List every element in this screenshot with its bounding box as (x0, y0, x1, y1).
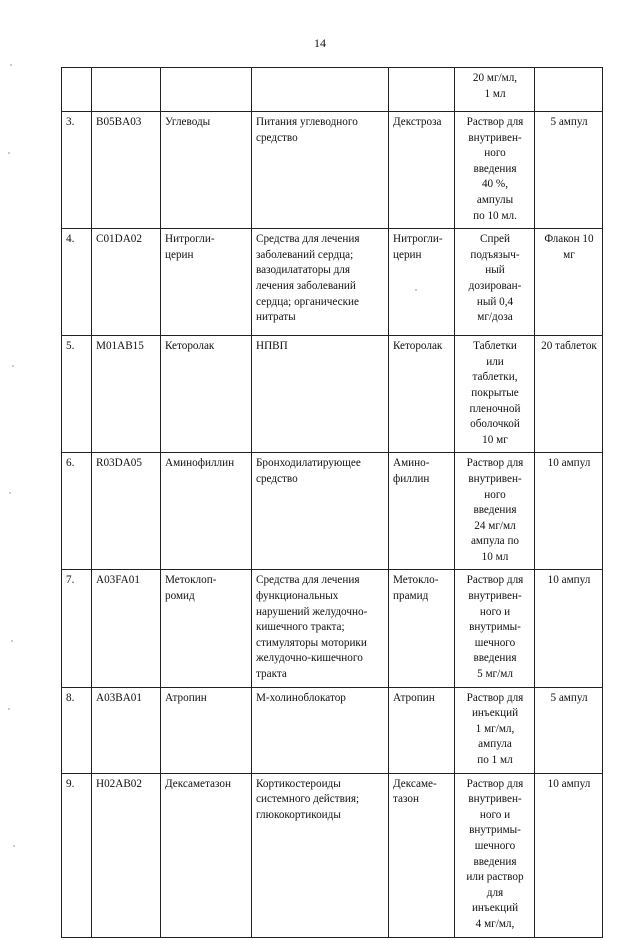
row-number-cell (62, 570, 92, 687)
quantity-cell (535, 68, 603, 112)
atc-code-cell (92, 453, 161, 570)
quantity-text: 10 ампул (547, 457, 591, 470)
scan-artifact (8, 152, 10, 154)
row-number-cell (62, 687, 92, 773)
drug-name-text: Дексаметазон (165, 777, 231, 790)
atc-code-cell (92, 773, 161, 937)
table-row (62, 229, 603, 336)
drug-name-cell (161, 687, 252, 773)
pharm-group-cell (252, 229, 389, 336)
inn-text: Амино- филлин (393, 457, 430, 485)
drug-name-text: Кеторолак (165, 340, 215, 353)
dosage-form-text: Раствор для внутривен- ного и внутримы- шечного введения или раствор для инъекций 4 мг/мл, (466, 777, 524, 930)
pharm-group-cell (252, 453, 389, 570)
pharm-group-text: Бронходилатирующее средство (256, 457, 361, 485)
drug-name-cell (161, 570, 252, 687)
inn-text: Дексаме- тазон (393, 777, 437, 806)
dosage-form-text: Раствор для внутривен- ного и внутримы- шечного введения 5 мг/мл (466, 574, 524, 681)
table-row (62, 687, 603, 773)
atc-code-cell (92, 112, 161, 229)
dosage-form-text: Раствор для инъекций 1 мг/мл, ампула по 1 мл (466, 691, 524, 766)
quantity-cell (535, 112, 603, 229)
inn-text: Атропин (393, 691, 435, 704)
drug-table-body (62, 68, 603, 938)
row-number-text: 4. (66, 233, 75, 246)
drug-name-cell (161, 68, 252, 112)
dosage-form-text: Раствор для внутривен- ного введения 40 %, ампулы по 10 мл. (466, 116, 524, 222)
row-number-text: 6. (66, 457, 75, 470)
dosage-form-text: Спрей подъязыч- ный дозирован- ный 0,4 мг/доза (468, 233, 522, 324)
dosage-form-cell (455, 687, 535, 773)
drug-table-container (61, 67, 602, 938)
drug-name-cell (161, 453, 252, 570)
scan-artifact (12, 365, 14, 367)
dosage-form-cell (455, 68, 535, 112)
pharm-group-cell (252, 570, 389, 687)
inn-cell (389, 570, 455, 687)
inn-text: Кеторолак (393, 340, 443, 353)
dosage-form-cell (455, 112, 535, 229)
quantity-text: 10 ампул (547, 574, 591, 587)
inn-cell (389, 229, 455, 336)
row-number-cell (62, 112, 92, 229)
atc-code-cell (92, 68, 161, 112)
drug-name-cell (161, 336, 252, 453)
pharm-group-text: Средства для лечения заболеваний сердца; вазодилататоры для лечения заболеваний сердца; органические нитраты (256, 233, 360, 324)
table-row (62, 68, 603, 112)
quantity-text: 20 таблеток (541, 340, 597, 353)
inn-cell (389, 773, 455, 937)
quantity-text: 5 ампул (550, 691, 588, 704)
drug-name-text: Углеводы (165, 116, 211, 128)
quantity-cell (535, 453, 603, 570)
page-number: 14 (314, 36, 326, 50)
dosage-form-cell (455, 570, 535, 687)
drug-name-cell (161, 229, 252, 336)
atc-code-text: C01DA02 (96, 233, 142, 246)
inn-cell (389, 687, 455, 773)
inn-text: Декстроза (393, 116, 442, 128)
row-number-text: 3. (66, 116, 75, 128)
row-number-cell (62, 336, 92, 453)
atc-code-text: A03BA01 (96, 691, 142, 704)
row-number-cell (62, 68, 92, 112)
atc-code-cell (92, 687, 161, 773)
dosage-form-text: Таблетки или таблетки, покрытые пленочной оболочкой 10 мг (469, 340, 521, 446)
table-row (62, 453, 603, 570)
atc-code-cell (92, 336, 161, 453)
inn-cell (389, 112, 455, 229)
pharm-group-cell (252, 68, 389, 112)
atc-code-text: H02AB02 (96, 777, 142, 790)
row-number-cell (62, 453, 92, 570)
drug-name-text: Аминофиллин (165, 457, 235, 470)
dosage-form-text: 20 мг/мл, 1 мл (472, 72, 518, 100)
table-row (62, 570, 603, 687)
atc-code-text: R03DA05 (96, 457, 142, 470)
drug-name-cell (161, 112, 252, 229)
quantity-cell (535, 336, 603, 453)
pharm-group-text: М-холиноблокатор (256, 691, 346, 704)
row-number-text: 9. (66, 777, 75, 790)
table-row (62, 773, 603, 937)
scan-artifact (13, 845, 15, 847)
inn-cell (389, 336, 455, 453)
pharm-group-cell (252, 773, 389, 937)
pharm-group-cell (252, 687, 389, 773)
row-number-text: 7. (66, 574, 75, 587)
quantity-text: 10 ампул (547, 777, 591, 790)
table-row (62, 112, 603, 229)
dosage-form-cell (455, 336, 535, 453)
drug-name-text: Атропин (165, 691, 207, 704)
scan-artifact (415, 289, 417, 291)
pharm-group-cell (252, 112, 389, 229)
inn-text: Нитрогли- церин (393, 233, 443, 261)
dosage-form-text: Раствор для внутривен- ного введения 24 мг/мл ампула по 10 мл (466, 457, 524, 563)
dosage-form-cell (455, 773, 535, 937)
atc-code-text: M01AB15 (96, 340, 144, 353)
drug-name-text: Нитрогли- церин (165, 233, 215, 261)
pharm-group-cell (252, 336, 389, 453)
drug-name-cell (161, 773, 252, 937)
atc-code-cell (92, 229, 161, 336)
atc-code-text: A03FA01 (96, 574, 140, 587)
quantity-cell (535, 229, 603, 336)
scan-artifact (8, 708, 10, 710)
pharm-group-text: Питания углеводного средство (256, 116, 358, 144)
quantity-cell (535, 773, 603, 937)
table-row (62, 336, 603, 453)
pharm-group-text: Средства для лечения функциональных нарушений желудочно- кишечного тракта; стимуляторы моторики желудочно-кишечного тракта (256, 574, 368, 681)
scan-artifact (11, 640, 13, 642)
row-number-text: 5. (66, 340, 75, 353)
inn-text: Метокло- прамид (393, 574, 439, 603)
drug-name-text: Метоклоп- ромид (165, 574, 217, 603)
quantity-cell (535, 570, 603, 687)
pharm-group-text: Кортикостероиды системного действия; глюкокортикоиды (256, 777, 360, 821)
row-number-cell (62, 229, 92, 336)
quantity-text: Флакон 10 мг (544, 233, 594, 261)
inn-cell (389, 68, 455, 112)
inn-cell (389, 453, 455, 570)
drug-table (61, 67, 603, 938)
dosage-form-cell (455, 453, 535, 570)
row-number-cell (62, 773, 92, 937)
atc-code-cell (92, 570, 161, 687)
pharm-group-text: НПВП (256, 340, 288, 353)
atc-code-text: B05BA03 (96, 116, 142, 128)
scan-artifact (9, 492, 11, 494)
quantity-cell (535, 687, 603, 773)
dosage-form-cell (455, 229, 535, 336)
row-number-text: 8. (66, 691, 75, 704)
quantity-text: 5 ампул (550, 116, 588, 128)
scan-artifact (10, 64, 12, 66)
